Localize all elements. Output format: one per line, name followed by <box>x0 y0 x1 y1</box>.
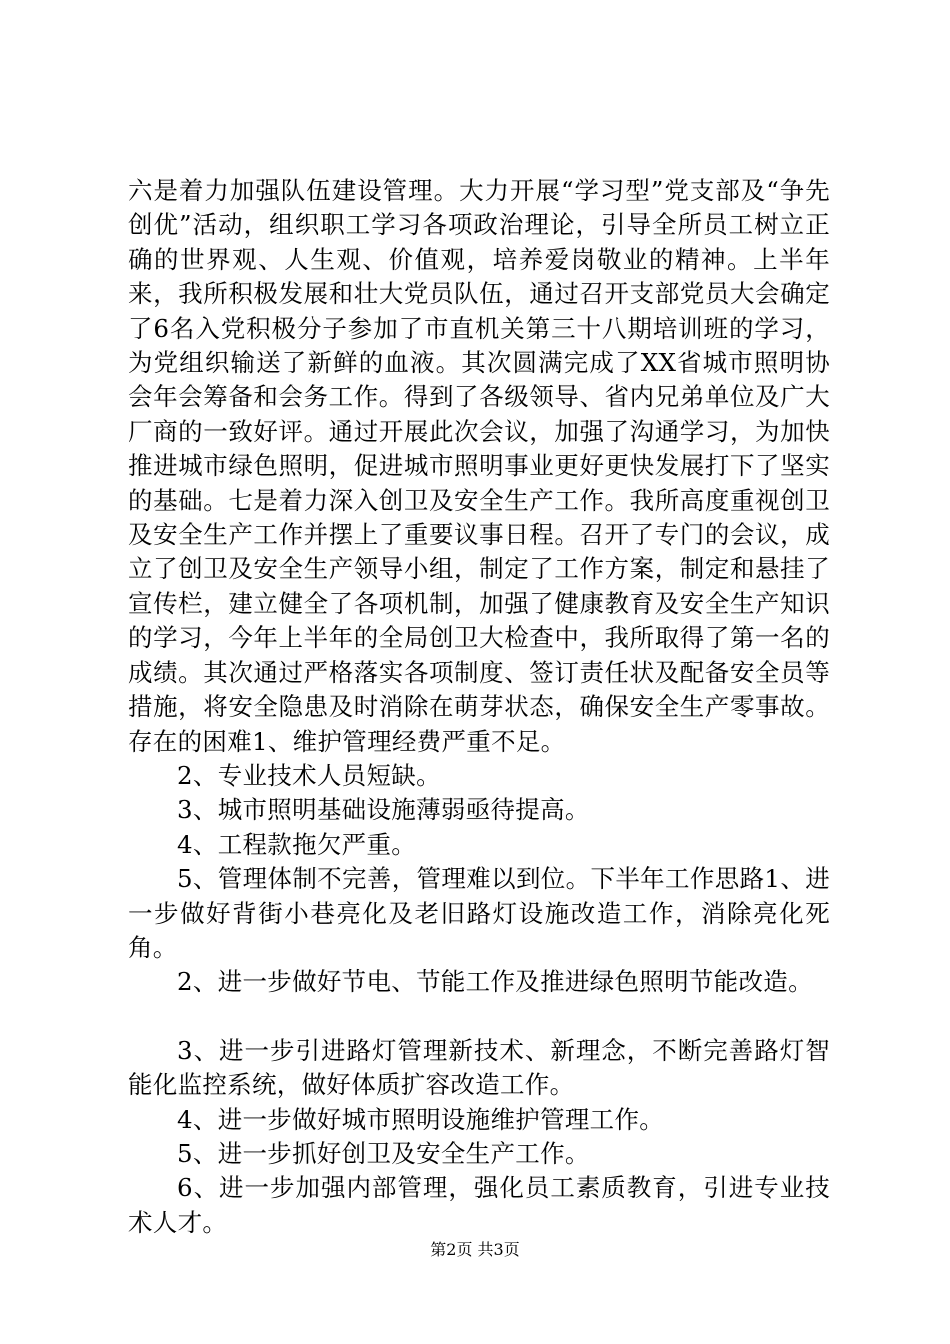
paragraph-difficulty-5: 5、管理体制不完善，管理难以到位。下半年工作思路1、进一步做好背街小巷亮化及老旧路灯设施改造工作，消除亮化死角。 <box>128 864 830 962</box>
paragraph-plan-5: 5、进一步抓好创卫及安全生产工作。 <box>177 1138 590 1168</box>
page-number-footer: 第2页 共3页 <box>430 1240 520 1259</box>
paragraph-difficulty-4: 4、工程款拖欠严重。 <box>177 829 417 859</box>
paragraph-plan-6: 6、进一步加强内部管理，强化员工素质教育，引进专业技术人才。 <box>128 1173 830 1237</box>
paragraph-plan-3: 3、进一步引进路灯管理新技术、新理念，不断完善路灯智能化监控系统，做好体质扩容改造工作。 <box>128 1035 830 1100</box>
paragraph-gap <box>128 1000 830 1034</box>
paragraph-plan-2: 2、进一步做好节电、节能工作及推进绿色照明节能改造。 <box>177 967 813 997</box>
paragraph-plan-4: 4、进一步做好城市照明设施维护管理工作。 <box>177 1104 665 1134</box>
paragraph-team-building: 六是着力加强队伍建设管理。大力开展“学习型”党支部及“争先创优”活动，组织职工学习各项政治理论，引导全所员工树立正确的世界观、人生观、价值观，培养爱岗敬业的精神。上半年来，我所积极发展和壮大党员队伍，通过召开支部党员大会确定了6名入党积极分子参加了市直机关第三十八期培训班的学习，为党组织输送了新鲜的血液。其次圆满完成了XX省城市照明协会年会筹备和会务工作。得到了各级领导、省内兄弟单位及广大厂商的一致好评。通过开展此次会议，加强了沟通学习，为加快推进城市绿色照明，促进城市照明事业更好更快发展打下了坚实的基础。七是着力深入创卫及安全生产工作。我所高度重视创卫及安全生产工作并摆上了重要议事日程。召开了专门的会议，成立了创卫及安全生产领导小组，制定了工作方案，制定和悬挂了宣传栏，建立健全了各项机制，加强了健康教育及安全生产知识的学习，今年上半年的全局创卫大检查中，我所取得了第一名的成绩。其次通过严格落实各项制度、签订责任状及配备安全员等措施，将安全隐患及时消除在萌芽状态，确保安全生产零事故。存在的困难1、维护管理经费严重不足。 <box>128 176 831 756</box>
document-body <box>128 174 830 1240</box>
paragraph-difficulty-2: 2、专业技术人员短缺。 <box>177 760 441 790</box>
paragraph-difficulty-3: 3、城市照明基础设施薄弱亟待提高。 <box>177 795 590 825</box>
